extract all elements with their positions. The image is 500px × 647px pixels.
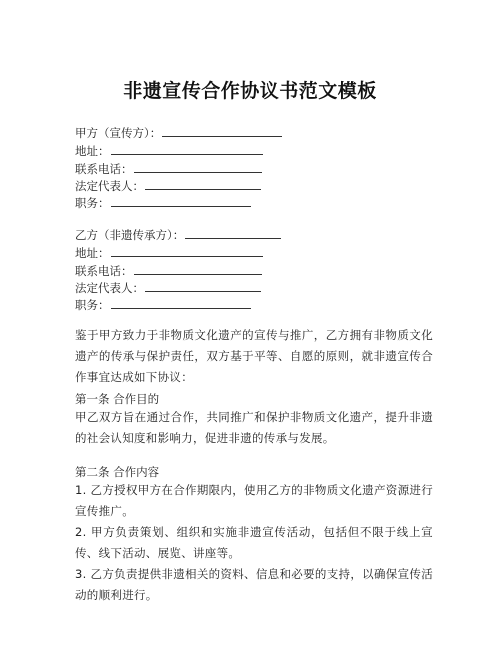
party-a-phone-field (75, 160, 262, 178)
article-2-item-1: 1. 乙方授权甲方在合作期限内，使用乙方的非物质文化遗产资源进行宣传推广。 (75, 483, 433, 518)
article-2-item-2: 2. 甲方负责策划、组织和实施非遗宣传活动，包括但不限于线上宣传、线下活动、展览、讲座等。 (75, 525, 433, 560)
party-a-name-field (75, 124, 282, 142)
party-b-address-blank (111, 244, 263, 257)
article-1-heading: 第一条 合作目的 (75, 392, 160, 406)
article-1-body: 甲乙双方旨在通过合作，共同推广和保护非物质文化遗产，提升非遗的社会认知度和影响力，促进非遗的传承与发展。 (75, 410, 433, 445)
document-title: 非遗宣传合作协议书范文模板 (123, 80, 377, 102)
party-b-name-label: 乙方（非遗传承方）： (75, 228, 185, 242)
party-a-rep-blank (145, 177, 261, 190)
party-a-address-field (75, 142, 263, 160)
party-a-position-blank (111, 194, 251, 207)
party-b-phone-blank (134, 262, 262, 275)
party-a-name-blank (162, 124, 282, 137)
party-a-address-label: 地址： (75, 144, 110, 158)
party-b-position-field (75, 296, 251, 314)
party-a-name-label: 甲方（宣传方）： (75, 126, 162, 140)
party-a-phone-label: 联系电话： (75, 162, 133, 176)
party-a-phone-blank (134, 160, 262, 173)
party-b-position-blank (111, 296, 251, 309)
party-b-name-blank (185, 226, 281, 239)
party-b-address-label: 地址： (75, 246, 110, 260)
party-b-address-field (75, 244, 263, 262)
party-b-rep-label: 法定代表人： (75, 281, 144, 295)
party-b-phone-label: 联系电话： (75, 264, 133, 278)
party-b-name-field (75, 226, 281, 244)
party-a-address-blank (111, 142, 263, 155)
party-a-position-label: 职务： (75, 196, 110, 210)
preamble-paragraph: 鉴于甲方致力于非物质文化遗产的宣传与推广，乙方拥有非物质文化遗产的传承与保护责任，双方基于平等、自愿的原则，就非遗宣传合作事宜达成如下协议： (75, 328, 433, 384)
article-2-heading: 第二条 合作内容 (75, 465, 160, 479)
party-b-rep-field (75, 279, 261, 297)
party-a-rep-label: 法定代表人： (75, 179, 144, 193)
party-a-position-field (75, 194, 251, 212)
party-b-phone-field (75, 262, 262, 280)
party-a-rep-field (75, 177, 261, 195)
article-2-item-3: 3. 乙方负责提供非遗相关的资料、信息和必要的支持，以确保宣传活动的顺利进行。 (75, 567, 433, 602)
party-b-position-label: 职务： (75, 298, 110, 312)
party-b-rep-blank (145, 279, 261, 292)
